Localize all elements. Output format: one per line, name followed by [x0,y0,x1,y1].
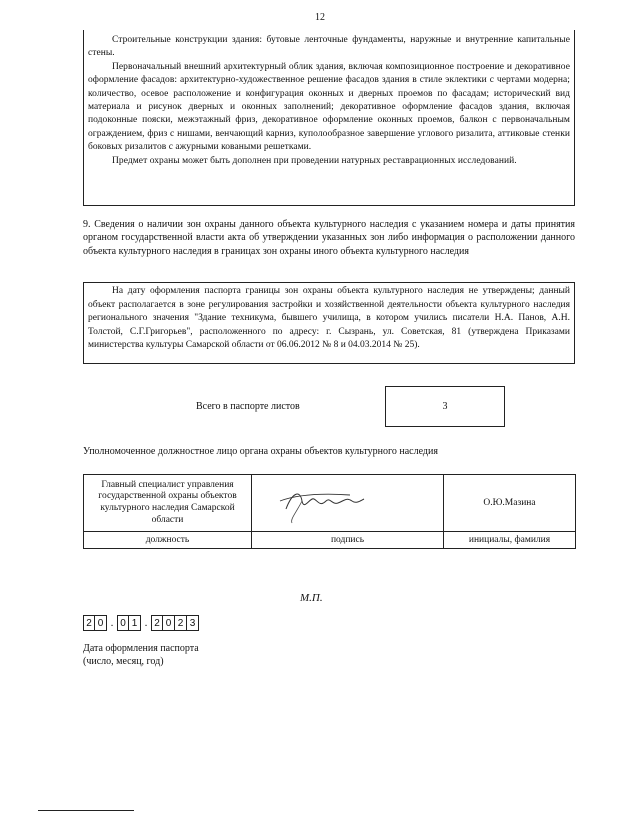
caption-position: должность [84,532,252,549]
footnote-divider [38,810,134,811]
date-digit: 0 [163,615,175,631]
date-digit: 2 [175,615,187,631]
sheets-count-box [385,386,505,427]
stamp-place-label: М.П. [300,592,323,604]
caption-signature: подпись [252,532,444,549]
sheets-count-value: 3 [442,401,448,412]
date-separator: . [144,617,148,629]
protection-subject-box [83,30,575,206]
date-label-line: (число, месяц, год) [83,656,164,667]
protection-zones-box [83,282,575,364]
date-digit: 0 [117,615,129,631]
signature-cell [252,475,444,532]
issue-date [83,615,199,631]
page-number: 12 [315,12,325,23]
date-separator: . [110,617,114,629]
paragraph: Предмет охраны может быть дополнен при проведении натурных реставрационных исследований. [112,155,517,166]
date-digit: 2 [151,615,163,631]
handwritten-signature [266,479,376,525]
caption-name: инициалы, фамилия [444,532,576,549]
date-digit: 2 [83,615,95,631]
official-name: О.Ю.Мазина [444,475,576,532]
date-digit: 0 [95,615,107,631]
signature-table [83,474,576,549]
section-9-heading: 9. Сведения о наличии зон охраны данного объекта культурного наследия с указанием номера и даты принятия органом государственной власти акта об утверждении указанных зон либо информация о расположении данного объекта культурного наследия в границах зон охраны иного объекта культурного наследия [83,219,575,257]
paragraph: Первоначальный внешний архитектурный облик здания, включая композиционное построение и декоративное оформление фасадов: архитектурно-художественное решение фасадов здания в стиле эклектики с чертами модерна; количество, осевое расположение и конфигурация оконных и дверных проемов по фасадам; исторический вид материала и рисунок дверных и оконных заполнений; декоративное оформление фасадов здания, включая подоконные пояски, межэтажный фриз, декоративное оформление оконных проемов, балкон с первоначальным ограждением, фриз с нишами, венчающий карниз, куполообразное завершение углового ризалита, аттиковые стенки боковых ризалитов с ажурными коваными решетками. [88,61,570,153]
protection-zones-text: На дату оформления паспорта границы зон охраны объекта культурного наследия не утверждены; данный объект располагается в зоне регулирования застройки и хозяйственной деятельности объекта культурного наследия регионального значения "Здание техникума, бывшего училища, в котором учились писатели Н.А. Панов, А.Н. Толстой, С.Г.Григорьев", расположенного по адресу: г. Сызрань, ул. Советская, 81 (утверждена Приказами министерства культуры Самарской области от 06.06.2012 № 8 и 04.03.2014 № 25). [88,286,570,351]
official-position: Главный специалист управления государственной охраны объектов культурного наследия Самарской области [84,475,252,532]
sheets-count-label: Всего в паспорте листов [196,401,300,412]
official-heading: Уполномоченное должностное лицо органа охраны объектов культурного наследия [83,446,438,457]
date-label [83,642,199,668]
date-digit: 1 [129,615,141,631]
date-label-line: Дата оформления паспорта [83,643,199,654]
paragraph: Строительные конструкции здания: бутовые ленточные фундаменты, наружные и внутренние капитальные стены. [88,35,570,59]
date-digit: 3 [187,615,199,631]
